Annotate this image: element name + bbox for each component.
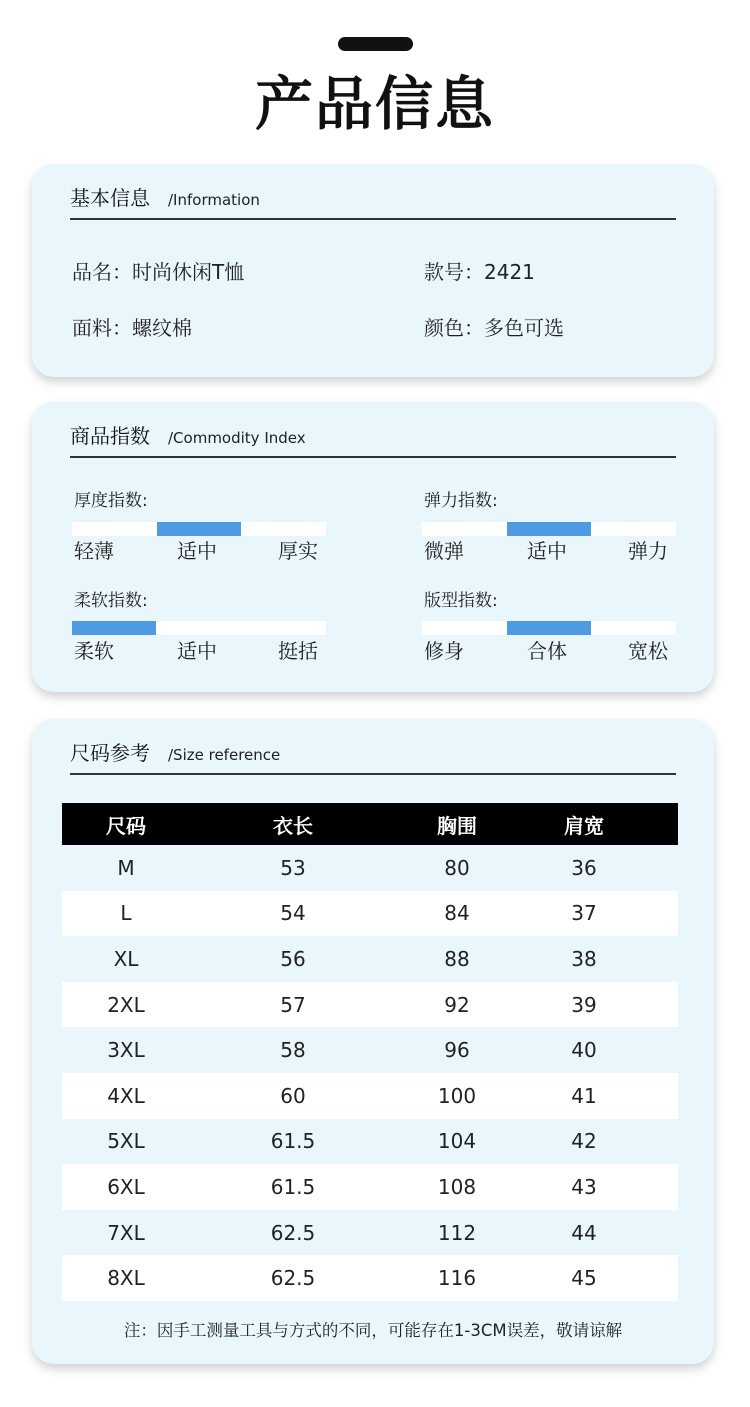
commodity-index-heading-cn: 商品指数 [70, 424, 150, 448]
table-cell: 62.5 [270, 1266, 316, 1291]
fit-index-bar [422, 621, 676, 635]
table-cell: 108 [437, 1174, 477, 1199]
table-row [62, 982, 678, 1028]
table-cell: 96 [444, 1038, 470, 1063]
size-table-header [62, 803, 678, 845]
table-cell: 61.5 [270, 1129, 316, 1154]
table-cell: 6XL [107, 1174, 145, 1199]
softness-index-bar [72, 621, 326, 635]
basic-info-heading-cn: 基本信息 [70, 186, 150, 210]
table-row [62, 1073, 678, 1119]
fit-option-loose: 宽松 [628, 639, 668, 663]
elasticity-index-fill [507, 522, 591, 536]
elasticity-option-stretch: 弹力 [628, 539, 668, 563]
table-cell: 45 [571, 1266, 597, 1291]
commodity-index-card [32, 402, 714, 692]
fit-option-regular: 合体 [527, 639, 567, 663]
size-reference-card [32, 719, 714, 1364]
softness-option-crisp: 挺括 [278, 639, 318, 663]
table-cell: 88 [444, 946, 470, 971]
table-row [62, 845, 678, 891]
table-cell: 58 [280, 1038, 306, 1063]
softness-option-medium: 适中 [177, 639, 217, 663]
table-cell: 36 [571, 855, 597, 880]
table-cell: 104 [437, 1129, 477, 1154]
thickness-option-medium: 适中 [177, 539, 217, 563]
size-table-body [62, 845, 678, 1301]
basic-info-heading-en: /Information [168, 191, 260, 209]
table-cell: XL [113, 946, 139, 971]
table-cell: 112 [437, 1220, 477, 1245]
column-header-chest: 胸围 [437, 813, 477, 838]
table-cell: 42 [571, 1129, 597, 1154]
table-cell: M [117, 855, 135, 880]
table-cell: 56 [280, 946, 306, 971]
table-cell: 3XL [107, 1038, 145, 1063]
commodity-index-heading [70, 420, 676, 458]
thickness-index-fill [157, 522, 241, 536]
softness-index-fill [72, 621, 156, 635]
table-row [62, 1119, 678, 1165]
table-cell: 40 [571, 1038, 597, 1063]
table-cell: 41 [571, 1083, 597, 1108]
size-reference-heading-en: /Size reference [168, 746, 281, 764]
thickness-index-label: 厚度指数: [74, 491, 148, 511]
table-cell: 61.5 [270, 1174, 316, 1199]
table-row [62, 891, 678, 937]
size-reference-heading [70, 737, 676, 775]
table-cell: 8XL [107, 1266, 145, 1291]
table-cell: 37 [571, 901, 597, 926]
fit-index-fill [507, 621, 591, 635]
thickness-option-thick: 厚实 [278, 539, 318, 563]
measurement-note: 注：因手工测量工具与方式的不同，可能存在1-3CM误差，敬请谅解 [123, 1321, 623, 1340]
column-header-size: 尺码 [106, 813, 146, 838]
table-row [62, 1164, 678, 1210]
table-cell: 5XL [107, 1129, 145, 1154]
table-cell: 43 [571, 1174, 597, 1199]
softness-index-label: 柔软指数: [74, 591, 148, 611]
table-row [62, 1210, 678, 1256]
elasticity-index-label: 弹力指数: [424, 491, 498, 511]
table-cell: L [120, 901, 132, 926]
table-cell: 54 [280, 901, 306, 926]
page-title: 产品信息 [254, 70, 495, 138]
elasticity-index-bar [422, 522, 676, 536]
column-header-length: 衣长 [273, 813, 313, 838]
softness-option-soft: 柔软 [74, 639, 114, 663]
size-reference-heading-cn: 尺码参考 [70, 741, 150, 765]
table-row [62, 1027, 678, 1073]
commodity-index-heading-en: /Commodity Index [168, 429, 306, 447]
table-cell: 116 [437, 1266, 477, 1291]
table-cell: 100 [437, 1083, 477, 1108]
table-cell: 39 [571, 992, 597, 1017]
fit-index-label: 版型指数: [424, 591, 498, 611]
table-row [62, 936, 678, 982]
product-model: 款号：2421 [424, 260, 535, 284]
table-cell: 60 [280, 1083, 306, 1108]
product-fabric: 面料：螺纹棉 [72, 316, 192, 340]
basic-info-heading [70, 182, 676, 220]
fit-option-slim: 修身 [424, 639, 464, 663]
thickness-index-bar [72, 522, 326, 536]
elasticity-option-medium: 适中 [527, 539, 567, 563]
table-cell: 62.5 [270, 1220, 316, 1245]
table-cell: 84 [444, 901, 470, 926]
table-cell: 7XL [107, 1220, 145, 1245]
table-cell: 44 [571, 1220, 597, 1245]
table-cell: 80 [444, 855, 470, 880]
product-color: 颜色：多色可选 [424, 316, 564, 340]
elasticity-option-slight: 微弹 [424, 539, 464, 563]
title-decoration-bar [338, 37, 413, 51]
table-cell: 57 [280, 992, 306, 1017]
table-cell: 4XL [107, 1083, 145, 1108]
table-cell: 2XL [107, 992, 145, 1017]
table-row [62, 1255, 678, 1301]
size-table [62, 803, 678, 1301]
table-cell: 53 [280, 855, 306, 880]
product-name: 品名：时尚休闲T恤 [72, 260, 245, 284]
table-cell: 38 [571, 946, 597, 971]
basic-info-card [32, 164, 714, 377]
thickness-option-thin: 轻薄 [74, 539, 114, 563]
column-header-shoulder: 肩宽 [564, 813, 604, 838]
table-cell: 92 [444, 992, 470, 1017]
